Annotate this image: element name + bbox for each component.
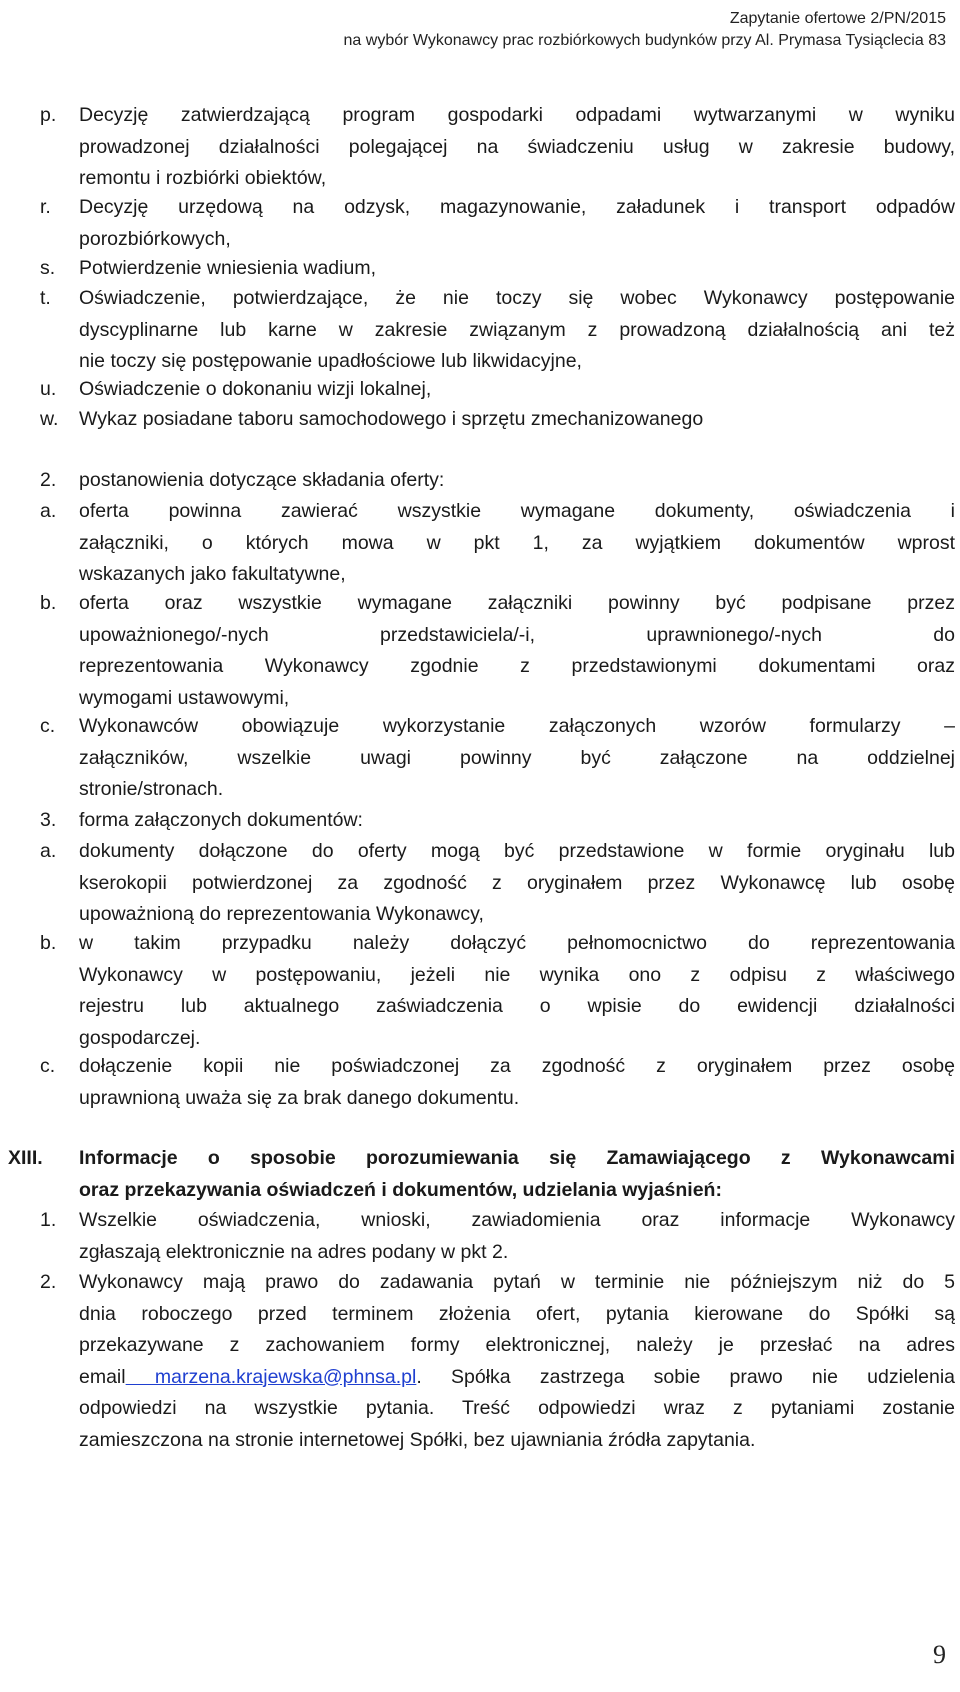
heading-line: Informacje o sposobie porozumiewania się Zamawiającego z Wykonawcami — [79, 1147, 955, 1169]
text-line: oferta powinna zawierać wszystkie wymagane dokumenty, oświadczenia i — [79, 500, 955, 522]
text-line: Wykonawców obowiązuje wykorzystanie załączonych wzorów formularzy – — [79, 715, 955, 737]
text-line: Oświadczenie, potwierdzające, że nie toczy się wobec Wykonawcy postępowanie — [79, 287, 955, 309]
text-line: kserokopii potwierdzonej za zgodność z oryginałem przez Wykonawcę lub osobę — [79, 871, 955, 894]
text-line: porozbiórkowych, — [79, 227, 231, 250]
list-marker: w. — [40, 408, 59, 430]
list-marker: p. — [40, 104, 57, 126]
text-line: dyscyplinarne lub karne w zakresie związanym z prowadzoną działalnością ani też — [79, 318, 955, 341]
list-marker: c. — [40, 715, 56, 737]
section-title: forma załączonych dokumentów: — [79, 809, 363, 831]
email-label: email — [79, 1365, 126, 1388]
text-line: upoważnioną do reprezentowania Wykonawcy, — [79, 903, 484, 925]
roman-numeral: XIII. — [8, 1147, 43, 1169]
text-line: Potwierdzenie wniesienia wadium, — [79, 257, 376, 279]
text-line: Wszelkie oświadczenia, wnioski, zawiadomienia oraz informacje Wykonawcy — [79, 1209, 955, 1231]
list-marker: a. — [40, 840, 57, 862]
list-marker: 2. — [40, 1271, 57, 1293]
text-line: załączniki, o których mowa w pkt 1, za wyjątkiem dokumentów wprost — [79, 531, 955, 554]
text-line: reprezentowania Wykonawcy zgodnie z przedstawionymi dokumentami oraz — [79, 655, 955, 677]
text-line: upoważnionego/-nych przedstawiciela/-i, uprawnionego/-nych do — [79, 623, 955, 646]
text-line: zgłaszają elektronicznie na adres podany w pkt 2. — [79, 1240, 509, 1263]
text-line: zamieszczona na stronie internetowej Spółki, bez ujawniania źródła zapytania. — [79, 1428, 756, 1451]
text-line: stronie/stronach. — [79, 778, 224, 800]
list-marker: b. — [40, 592, 57, 614]
list-marker: c. — [40, 1055, 56, 1077]
text-line: dnia roboczego przed terminem złożenia ofert, pytania kierowane do Spółki są — [79, 1302, 955, 1325]
text-line: Decyzję zatwierdzającą program gospodarki odpadami wytwarzanymi w wyniku — [79, 104, 955, 126]
email-link[interactable]: marzena.krajewska@phnsa.pl — [125, 1365, 417, 1388]
heading-line: oraz przekazywania oświadczeń i dokumentów, udzielania wyjaśnień: — [79, 1178, 722, 1201]
text-line: załączników, wszelkie uwagi powinny być załączone na oddzielnej — [79, 746, 955, 769]
list-marker: u. — [40, 378, 57, 400]
text-line: wymogami ustawowymi, — [79, 686, 290, 709]
text-line: odpowiedzi na wszystkie pytania. Treść odpowiedzi wraz z pytaniami zostanie — [79, 1397, 955, 1419]
text-line: Wykonawcy mają prawo do zadawania pytań w terminie nie późniejszym niż do 5 — [79, 1271, 955, 1293]
text-line: rejestru lub aktualnego zaświadczenia o wpisie do ewidencji działalności — [79, 995, 955, 1017]
list-marker: 3. — [40, 809, 57, 831]
list-marker: s. — [40, 257, 56, 279]
section-title: postanowienia dotyczące składania oferty: — [79, 469, 445, 491]
text-line: dołączenie kopii nie poświadczonej za zgodność z oryginałem przez osobę — [79, 1055, 955, 1077]
list-marker: t. — [40, 287, 51, 309]
page-number: 9 — [933, 1640, 946, 1669]
text-line: oferta oraz wszystkie wymagane załączniki powinny być podpisane przez — [79, 592, 955, 614]
text-line — [79, 1362, 955, 1394]
text-fragment: . Spółka zastrzega sobie prawo nie udzielenia — [416, 1365, 955, 1388]
text-line: Wykaz posiadane taboru samochodowego i sprzętu zmechanizowanego — [79, 408, 704, 430]
list-marker: 1. — [40, 1209, 57, 1231]
list-marker: b. — [40, 932, 57, 954]
text-line: Oświadczenie o dokonaniu wizji lokalnej, — [79, 378, 432, 400]
text-line: gospodarczej. — [79, 1026, 201, 1049]
text-line: Wykonawcy w postępowaniu, jeżeli nie wynika ono z odpisu z właściwego — [79, 963, 955, 986]
header-subtitle: na wybór Wykonawcy prac rozbiórkowych budynków przy Al. Prymasa Tysiąclecia 83 — [343, 32, 946, 49]
page-header — [344, 8, 946, 52]
list-marker: 2. — [40, 469, 57, 491]
text-line: uprawnioną uważa się za brak danego dokumentu. — [79, 1086, 520, 1109]
text-line: remontu i rozbiórki obiektów, — [79, 167, 327, 189]
text-line: w takim przypadku należy dołączyć pełnomocnictwo do reprezentowania — [79, 932, 955, 954]
text-line: przekazywane z zachowaniem formy elektronicznej, należy je przesłać na adres — [79, 1334, 955, 1356]
header-title: Zapytanie ofertowe 2/PN/2015 — [729, 10, 946, 27]
text-line: dokumenty dołączone do oferty mogą być przedstawione w formie oryginału lub — [79, 840, 955, 862]
text-line: Decyzję urzędową na odzysk, magazynowanie, załadunek i transport odpadów — [79, 196, 955, 218]
text-line: wskazanych jako fakultatywne, — [79, 563, 346, 585]
text-line: nie toczy się postępowanie upadłościowe lub likwidacyjne, — [79, 350, 582, 372]
list-marker: a. — [40, 500, 57, 522]
list-marker: r. — [40, 196, 51, 218]
text-line: prowadzonej działalności polegającej na świadczeniu usług w zakresie budowy, — [79, 135, 955, 158]
